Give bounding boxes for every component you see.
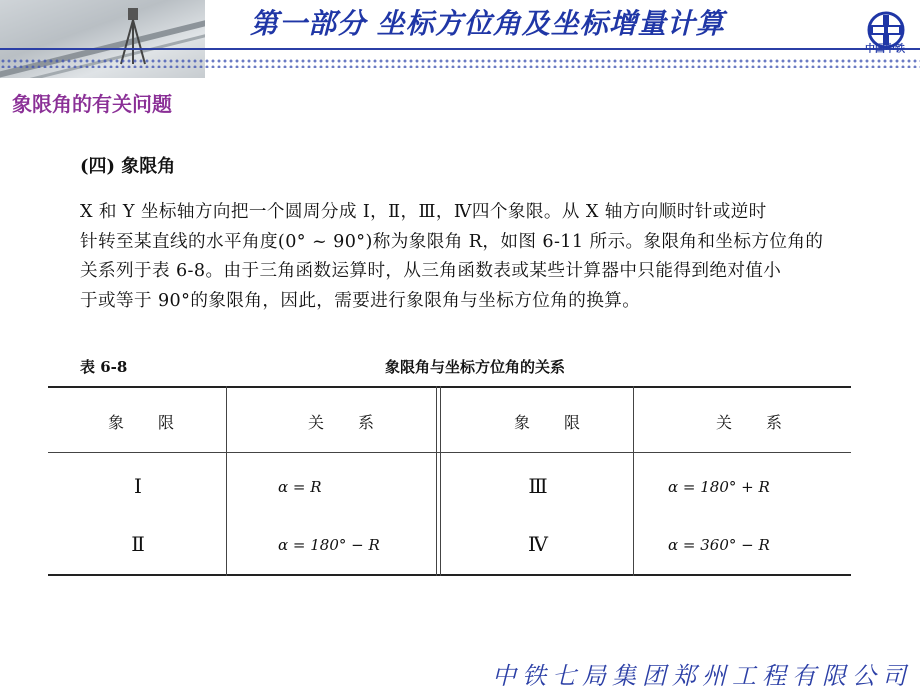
section-subtitle: 象限角的有关问题 bbox=[12, 92, 172, 116]
table-cell-quadrant: Ⅱ bbox=[131, 532, 145, 556]
paragraph-line: X 和 Y 坐标轴方向把一个圆周分成 Ⅰ，Ⅱ，Ⅲ，Ⅳ四个象限。从 X 轴方向顺时针或逆时 bbox=[80, 202, 767, 222]
table-number: 表 6-8 bbox=[80, 358, 128, 376]
table-cell-quadrant: Ⅰ bbox=[134, 474, 142, 498]
logo-text: 中国中铁 bbox=[865, 44, 905, 55]
table-cell-relation: α = 360° − R bbox=[668, 536, 770, 554]
section-heading: (四) 象限角 bbox=[80, 156, 176, 177]
table-header: 关系 bbox=[715, 413, 816, 432]
table-rule bbox=[48, 452, 851, 453]
table-rule bbox=[48, 574, 851, 576]
table-caption: 象限角与坐标方位角的关系 bbox=[384, 358, 565, 376]
table-divider bbox=[633, 386, 634, 576]
surveying-instrument-icon bbox=[118, 6, 148, 66]
table-cell-quadrant: Ⅲ bbox=[528, 474, 548, 498]
table-header: 象限 bbox=[107, 413, 208, 432]
table-divider bbox=[436, 386, 437, 576]
table-header: 象限 bbox=[513, 413, 614, 432]
header-rule bbox=[0, 48, 920, 50]
header-dot-band bbox=[0, 58, 920, 68]
page-title: 第一部分 坐标方位角及坐标增量计算 bbox=[250, 7, 725, 40]
table-cell-relation: α = R bbox=[278, 478, 322, 496]
rail-decoration bbox=[0, 27, 205, 78]
rail-decoration bbox=[0, 13, 205, 78]
table-divider bbox=[440, 386, 441, 576]
table-cell-quadrant: Ⅳ bbox=[528, 532, 548, 556]
paragraph-line: 关系列于表 6-8。由于三角函数运算时，从三角函数表或某些计算器中只能得到绝对值小 bbox=[80, 261, 782, 281]
table-cell-relation: α = 180° + R bbox=[668, 478, 770, 496]
table-divider bbox=[226, 386, 227, 576]
table-header: 关系 bbox=[307, 413, 408, 432]
paragraph-line: 针转至某直线的水平角度(0° ~ 90°)称为象限角 R，如图 6-11 所示。象限角和坐标方位角的 bbox=[80, 231, 824, 252]
quadrant-table bbox=[48, 386, 851, 576]
body-paragraph bbox=[80, 198, 860, 316]
company-footer: 中铁七局集团郑州工程有限公司 bbox=[492, 662, 912, 690]
textbook-scan bbox=[40, 140, 860, 590]
table-rule bbox=[48, 386, 851, 388]
paragraph-line: 于或等于 90°的象限角，因此，需要进行象限角与坐标方位角的换算。 bbox=[80, 290, 641, 311]
table-cell-relation: α = 180° − R bbox=[278, 536, 380, 554]
